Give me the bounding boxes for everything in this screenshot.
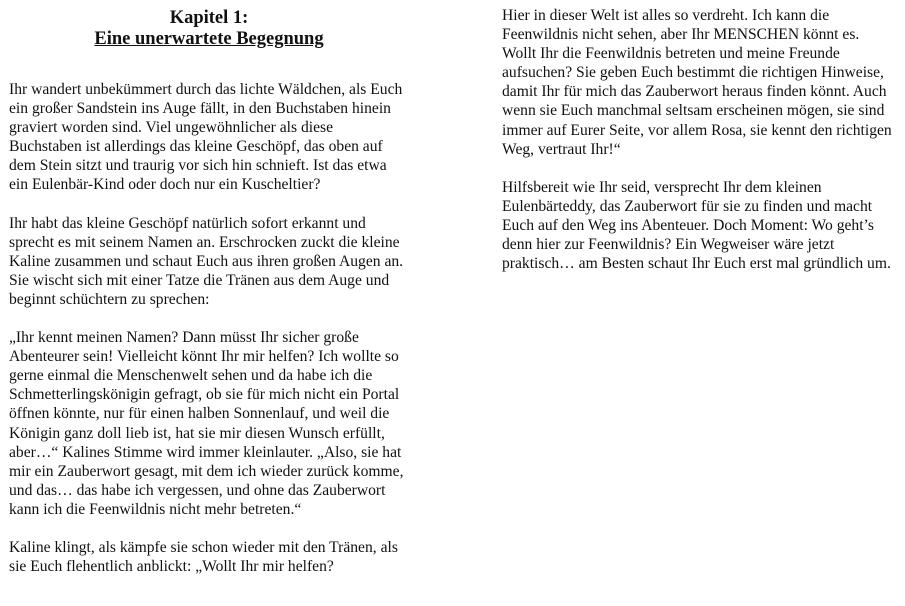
paragraph-6: Hilfsbereit wie Ihr seid, versprecht Ihr dem kleinen Eulenbärteddy, das Zauberwort für sie zu finden und macht Euch auf den Weg ins Abenteuer. Doch Moment: Wo geht’s denn hier zur Feenwildnis? Ein Wegweiser wäre jetzt praktisch… am Besten schaut Ihr Euch erst mal gründlich um. [502,178,891,273]
paragraph-3: „Ihr kennt meinen Namen? Dann müsst Ihr sicher große Abenteurer sein! Vielleicht könnt Ihr mir helfen? Ich wollte so gerne einmal die Menschenwelt sehen und da habe ich die Schmetterlingskönigin gefragt, ob sie für mich nicht ein Portal öffnen könnte, nur für einen halben Sonnenlauf, und weil die Königin ganz doll lieb ist, hat sie mir diesen Wunsch erfüllt, aber…“ Kalines Stimme wird immer kleinlauter. „Also, sie hat mir ein Zauberwort gesagt, mit dem ich wieder zurück komme, und das… das habe ich vergessen, und ohne das Zauberwort kann ich die Feenwildnis nicht mehr betreten.“ [9,329,404,518]
chapter-title [9,8,409,50]
paragraph-5: Hier in dieser Welt ist alles so verdreht. Ich kann die Feenwildnis nicht sehen, aber Ihr MENSCHEN könnt es. Wollt Ihr die Feenwildnis betreten und meine Freunde aufsuchen? Sie geben Euch bestimmt die richtigen Hinweise, damit Ihr für mich das Zauberwort heraus finden könnt. Auch wenn sie Euch manchmal seltsam erscheinen mögen, sie sind immer auf Eurer Seite, vor allem Rosa, sie kennt den richtigen Weg, vertraut Ihr!“ [502,7,892,158]
right-column [502,0,894,273]
paragraph-2: Ihr habt das kleine Geschöpf natürlich sofort erkannt und sprecht es mit seinem Namen an. Erschrocken zuckt die kleine Kaline zusammen und schaut Euch aus ihren großen Augen an. Sie wischt sich mit einer Tatze die Tränen aus dem Auge und beginnt schüchtern zu sprechen: [9,214,404,308]
left-column [9,0,409,576]
paragraph-4: Kaline klingt, als kämpfe sie schon wieder mit den Tränen, als sie Euch flehentlich anblickt: „Wollt Ihr mir helfen? [9,538,398,576]
chapter-number: Kapitel 1: [169,8,249,28]
paragraph-1: Ihr wandert unbekümmert durch das lichte Wäldchen, als Euch ein großer Sandstein ins Auge fällt, in den Buchstaben hinein graviert worden sind. Viel ungewöhnlicher als diese Buchstaben ist allerdings das kleine Geschöpf, das oben auf dem Stein sitzt und traurig vor sich hin schnieft. Ist das etwa ein Eulenbär-Kind oder doch nur ein Kuscheltier? [9,81,403,194]
chapter-subtitle: Eine unerwartete Begegnung [94,29,324,49]
